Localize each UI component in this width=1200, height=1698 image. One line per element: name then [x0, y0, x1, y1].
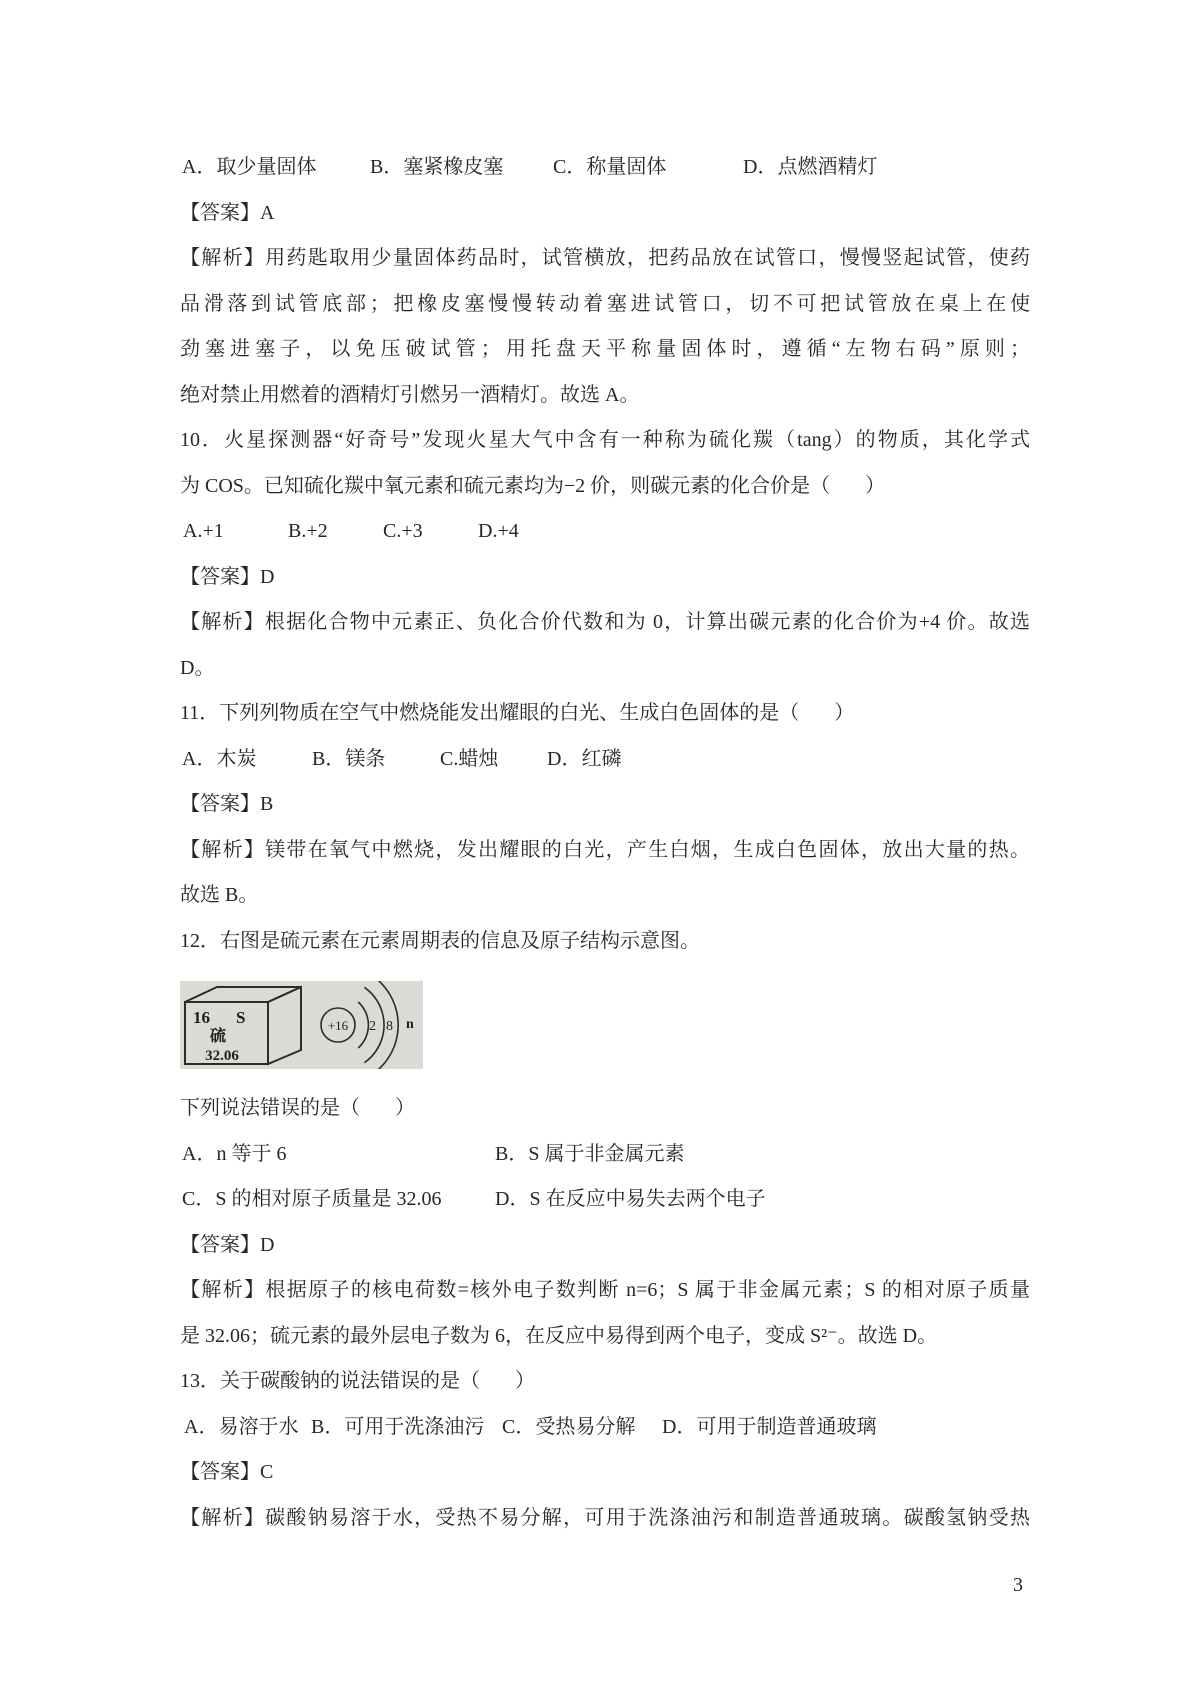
atomic-number-label: 16: [193, 1008, 210, 1027]
q10-question-line2: 为 COS。已知硫化羰中氧元素和硫元素均为−2 价，则碳元素的化合价是（ ）: [180, 474, 886, 497]
q12-question-line2: 下列说法错误的是（ ）: [180, 1097, 415, 1119]
q9-option-b: B．塞紧橡皮塞: [370, 156, 504, 178]
q11-options-row: [180, 737, 1030, 783]
q13-option-b: B．可用于洗涤油污: [311, 1415, 485, 1438]
atomic-mass-label: 32.06: [205, 1048, 239, 1064]
q11-answer: 【答案】B: [180, 793, 274, 815]
q10-option-b: B.+2: [288, 520, 328, 542]
q11-option-d: D．红磷: [547, 747, 622, 770]
q9-option-c: C．称量固体: [553, 156, 667, 178]
q9-answer: 【答案】A: [180, 201, 275, 224]
shell1-electrons-label: 2: [369, 1019, 376, 1034]
q9-analysis-line3: 劲塞进塞子，以免压破试管；用托盘天平称量固体时，遵循“左物右码”原则；: [180, 338, 1030, 360]
q9-analysis-line4: 绝对禁止用燃着的酒精灯引燃另一酒精灯。故选 A。: [180, 383, 640, 406]
q10-option-c: C.+3: [383, 520, 423, 542]
q9-option-d: D．点燃酒精灯: [743, 156, 878, 178]
q12-option-d: D．S 在反应中易失去两个电子: [495, 1188, 766, 1210]
q9-analysis-line2: 品滑落到试管底部；把橡皮塞慢慢转动着塞进试管口，切不可把试管放在桌上在使: [180, 292, 1030, 315]
nucleus-charge-label: +16: [327, 1018, 349, 1033]
q12-options-row2: [180, 1177, 1030, 1223]
sulfur-element-figure: [180, 981, 423, 1069]
q11-option-c: C.蜡烛: [440, 747, 499, 770]
q11-analysis-line1: 【解析】镁带在氧气中燃烧，发出耀眼的白光，产生白烟，生成白色固体，放出大量的热。: [180, 838, 1030, 861]
q9-option-a: A．取少量固体: [182, 156, 317, 178]
q10-question-line1: 10．火星探测器“好奇号”发现火星大气中含有一种称为硫化羰（tang）的物质，其化学式: [180, 429, 1030, 451]
element-name-label: 硫: [209, 1028, 227, 1045]
q12-answer: 【答案】D: [180, 1233, 275, 1256]
q12-options-row1: [180, 1132, 1030, 1178]
q12-option-a: A．n 等于 6: [182, 1142, 287, 1165]
q10-analysis-line2: D。: [180, 656, 215, 679]
shell3-electrons-label: n: [406, 1017, 414, 1032]
q13-option-d: D．可用于制造普通玻璃: [662, 1415, 877, 1438]
q12-option-c: C．S 的相对原子质量是 32.06: [182, 1188, 442, 1210]
q12-analysis-line1: 【解析】根据原子的核电荷数=核外电子数判断 n=6；S 属于非金属元素；S 的相对原子质量: [180, 1279, 1030, 1301]
shell2-electrons-label: 8: [386, 1019, 393, 1034]
q11-question-line1: 11．下列列物质在空气中燃烧能发出耀眼的白光、生成白色固体的是（ ）: [180, 702, 855, 724]
q11-option-b: B．镁条: [312, 747, 386, 770]
q13-question-line1: 13．关于碳酸钠的说法错误的是（ ）: [180, 1370, 535, 1392]
page-number: 3: [1013, 1574, 1023, 1596]
q11-analysis-line2: 故选 B。: [180, 884, 259, 906]
q12-analysis-line2: 是 32.06；硫元素的最外层电子数为 6，在反应中易得到两个电子，变成 S²⁻。故选 D。: [180, 1324, 938, 1347]
q13-answer: 【答案】C: [180, 1461, 274, 1483]
q10-answer: 【答案】D: [180, 565, 275, 588]
sulfur-figure-svg: [180, 981, 423, 1069]
q9-options-row: [180, 145, 1030, 191]
q13-option-a: A．易溶于水: [184, 1415, 299, 1438]
q10-analysis-line1: 【解析】根据化合物中元素正、负化合价代数和为 0，计算出碳元素的化合价为+4 价。故选: [180, 611, 1030, 633]
q13-analysis-line1: 【解析】碳酸钠易溶于水，受热不易分解，可用于洗涤油污和制造普通玻璃。碳酸氢钠受热: [180, 1506, 1030, 1529]
q10-option-d: D.+4: [478, 520, 519, 542]
q9-analysis-line1: 【解析】用药匙取用少量固体药品时，试管横放，把药品放在试管口，慢慢竖起试管，使药: [180, 247, 1030, 269]
q13-options-row: [180, 1405, 1030, 1451]
q12-question-line1: 12．右图是硫元素在元素周期表的信息及原子结构示意图。: [180, 929, 700, 952]
q11-option-a: A．木炭: [182, 747, 257, 770]
q12-option-b: B．S 属于非金属元素: [495, 1142, 685, 1165]
element-symbol-label: S: [236, 1008, 246, 1027]
document-content: [180, 145, 1030, 1541]
q10-option-a: A.+1: [183, 520, 224, 542]
q13-option-c: C．受热易分解: [502, 1415, 636, 1438]
q10-options-row: [180, 509, 1030, 555]
